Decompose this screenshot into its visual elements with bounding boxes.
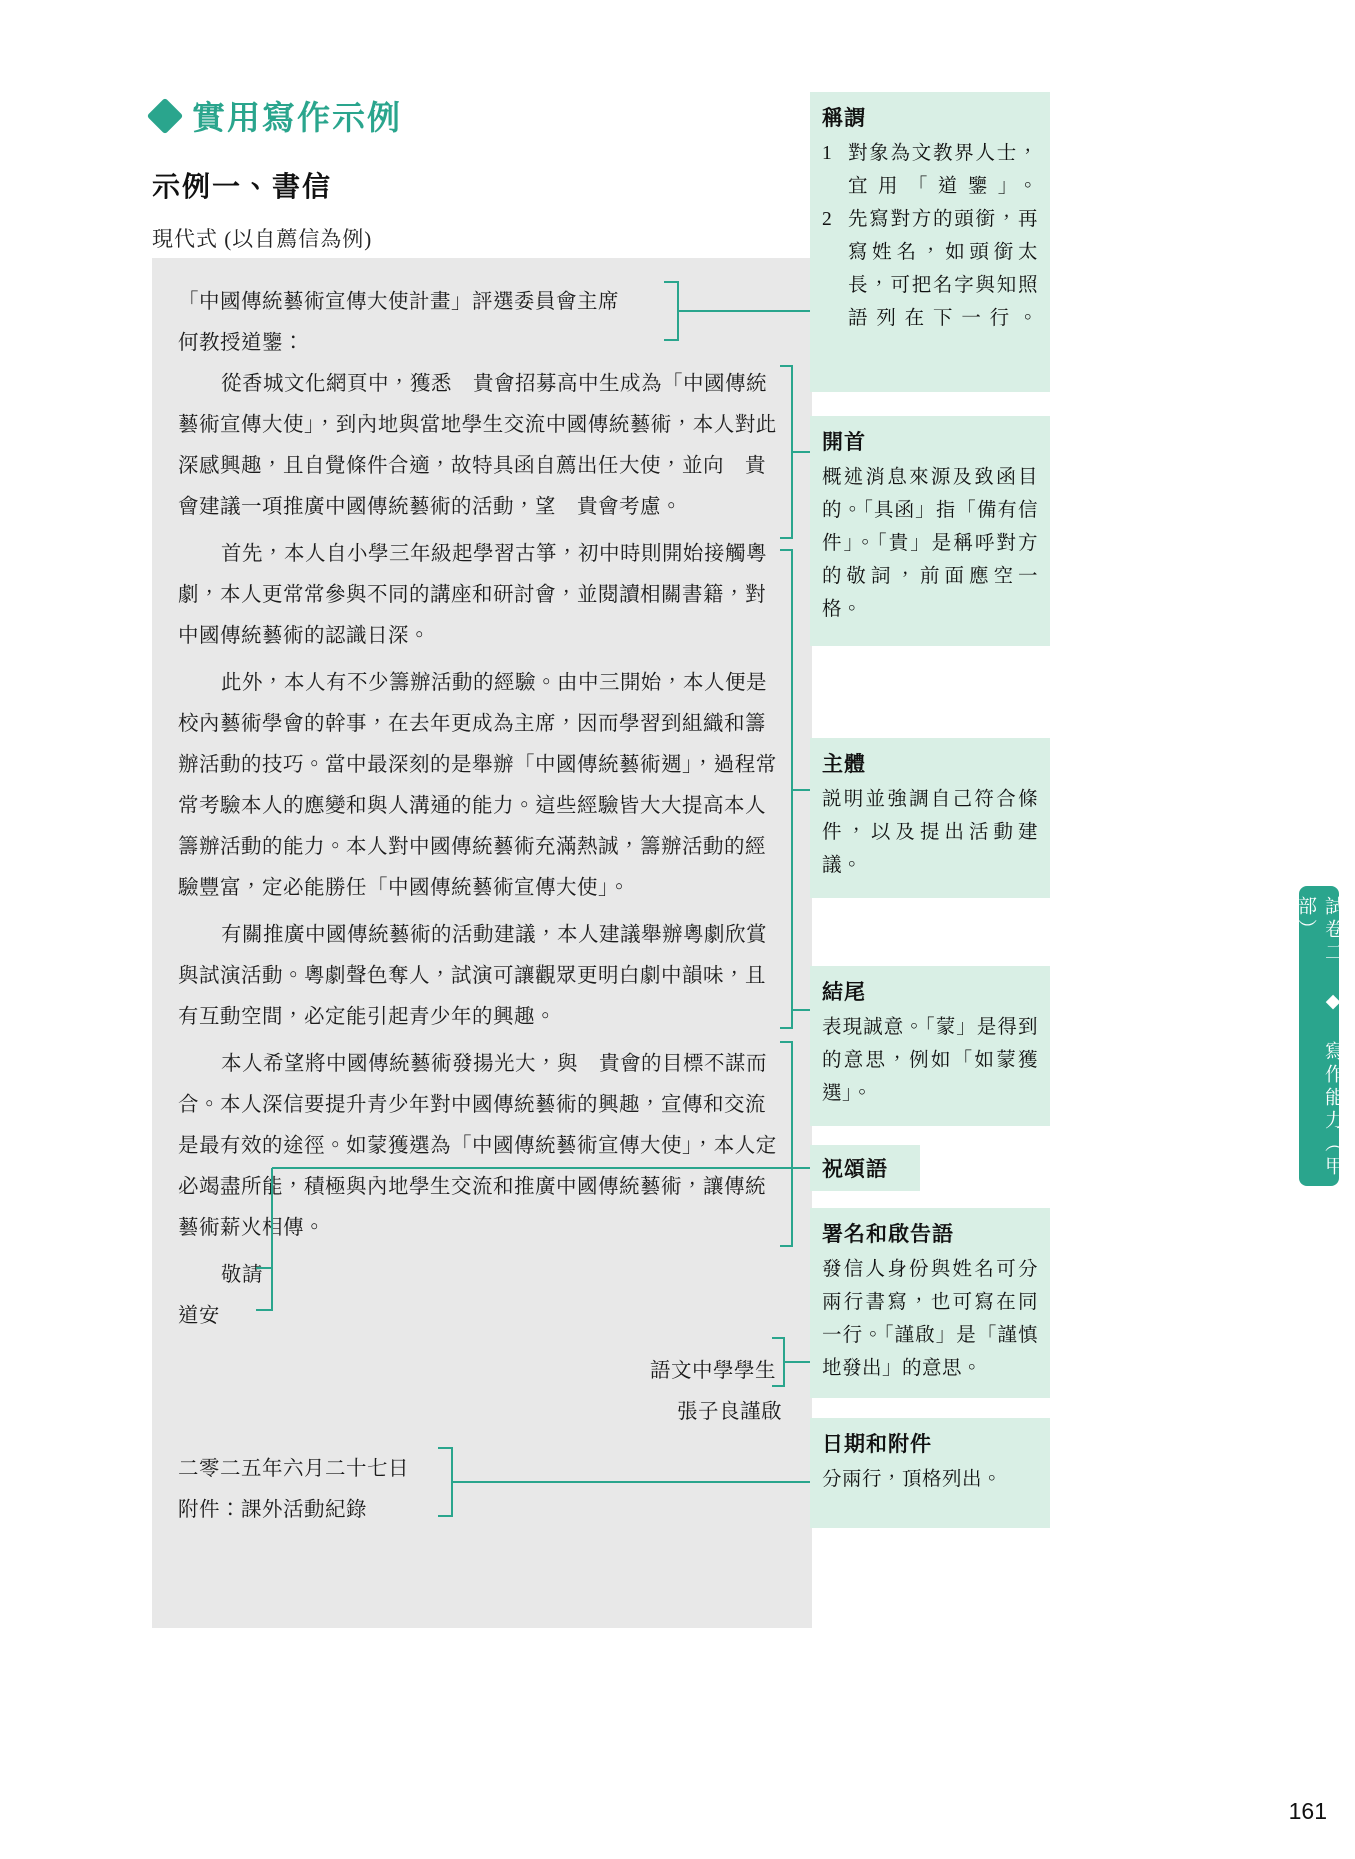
note-item-number: 1 — [822, 143, 833, 164]
note-ending — [810, 966, 1050, 1126]
signature-block — [178, 1351, 786, 1433]
recipient-line-2: 何教授道鑒： — [178, 332, 304, 354]
note-list-item — [822, 137, 1038, 203]
side-tab-label: 試卷二 ◆ 寫作能力（甲部） — [1295, 896, 1343, 1179]
letter-paragraph-3: 此外，本人有不少籌辦活動的經驗。由中三開始，本人便是校內藝術學會的幹事，在去年更成為主席，因而學習到組織和籌辦活動的技巧。當中最深刻的是舉辦「中國傳統藝術週」，過程常常考驗本人的應變和與人溝通的能力。這些經驗皆大大提高本人籌辦活動的能力。本人對中國傳統藝術充滿熱誠，籌辦活動的經驗豐富，定必能勝任「中國傳統藝術宣傳大使」。 — [178, 672, 777, 899]
letter-paragraph-5: 本人希望將中國傳統藝術發揚光大，與 貴會的目標不謀而合。本人深信要提升青少年對中國傳統藝術的興趣，宣傳和交流是最有效的途徑。如蒙獲選為「中國傳統藝術宣傳大使」，本人定必竭盡所能，積極與內地學生交流和推廣中國傳統藝術，讓傳統藝術薪火相傳。 — [178, 1053, 777, 1239]
note-title: 結尾 — [822, 981, 866, 1004]
note-appellation — [810, 92, 1050, 392]
note-text: 發信人身份與姓名可分兩行書寫，也可寫在同一行。「謹啟」是「謹慎地發出」的意思。 — [822, 1259, 1038, 1379]
note-text: 概述消息來源及致函目的。「具函」指「備有信件」。「貴」是稱呼對方的敬詞，前面應空一格。 — [822, 467, 1038, 620]
note-list-item — [822, 203, 1038, 335]
page-title-text: 實用寫作示例 — [192, 99, 402, 136]
note-item-text: 對象為文教界人士，宜用「道鑒」。 — [848, 143, 1038, 197]
note-item-text: 先寫對方的頭銜，再寫姓名，如頭銜太長，可把名字與知照語列在下一行。 — [848, 209, 1038, 329]
date-block — [178, 1449, 786, 1531]
note-date-attachment — [810, 1418, 1050, 1528]
letter-attachment: 附件：課外活動紀錄 — [178, 1499, 367, 1521]
letter-date: 二零二五年六月二十七日 — [178, 1458, 409, 1480]
letter-body — [152, 258, 812, 1628]
note-title: 署名和啟告語 — [822, 1223, 954, 1246]
note-title: 稱謂 — [822, 107, 866, 130]
closing-line-2: 道安 — [178, 1305, 220, 1327]
note-title: 日期和附件 — [822, 1433, 932, 1456]
note-text: 表現誠意。「蒙」是得到的意思，例如「如蒙獲選」。 — [822, 1017, 1038, 1104]
note-title: 主體 — [822, 753, 866, 776]
page-header — [152, 92, 772, 253]
note-text: 説明並強調自己符合條件，以及提出活動建議。 — [822, 789, 1038, 876]
note-signature — [810, 1208, 1050, 1398]
recipient-line-1: 「中國傳統藝術宣傳大使計畫」評選委員會主席 — [178, 291, 619, 313]
letter-paragraph-1: 從香城文化網頁中，獲悉 貴會招募高中生成為「中國傳統藝術宣傳大使」，到內地與當地學生交流中國傳統藝術，本人對此深感興趣，且自覺條件合適，故特具函自薦出任大使，並向 貴會建議一項推廣中國傳統藝術的活動，望 貴會考慮。 — [178, 373, 777, 518]
note-title: 開首 — [822, 431, 866, 454]
signer-name: 張子良謹啟 — [677, 1401, 782, 1423]
diamond-icon — [147, 97, 184, 134]
signer-role: 語文中學學生 — [650, 1360, 776, 1382]
note-item-number: 2 — [822, 209, 833, 230]
page-number: 161 — [1288, 1798, 1327, 1824]
closing-line-1: 敬請 — [221, 1264, 264, 1286]
note-text: 分兩行，頂格列出。 — [822, 1469, 1003, 1490]
section-title: 示例一、書信 — [152, 171, 333, 202]
note-opening — [810, 416, 1050, 646]
note-title: 祝頌語 — [822, 1158, 888, 1181]
section-subtitle: 現代式 (以自薦信為例) — [152, 227, 373, 251]
letter-paragraph-4: 有關推廣中國傳統藝術的活動建議，本人建議舉辦粵劇欣賞與試演活動。粵劇聲色奪人，試演可讓觀眾更明白劇中韻味，且有互動空間，必定能引起青少年的興趣。 — [178, 924, 768, 1028]
side-tab — [1295, 886, 1343, 1186]
note-main-body — [810, 738, 1050, 898]
page-title — [152, 92, 772, 139]
letter-paragraph-2: 首先，本人自小學三年級起學習古箏，初中時則開始接觸粵劇，本人更常常參與不同的講座和研討會，並閱讀相關書籍，對中國傳統藝術的認識日深。 — [178, 543, 768, 647]
note-salutation — [810, 1145, 920, 1191]
